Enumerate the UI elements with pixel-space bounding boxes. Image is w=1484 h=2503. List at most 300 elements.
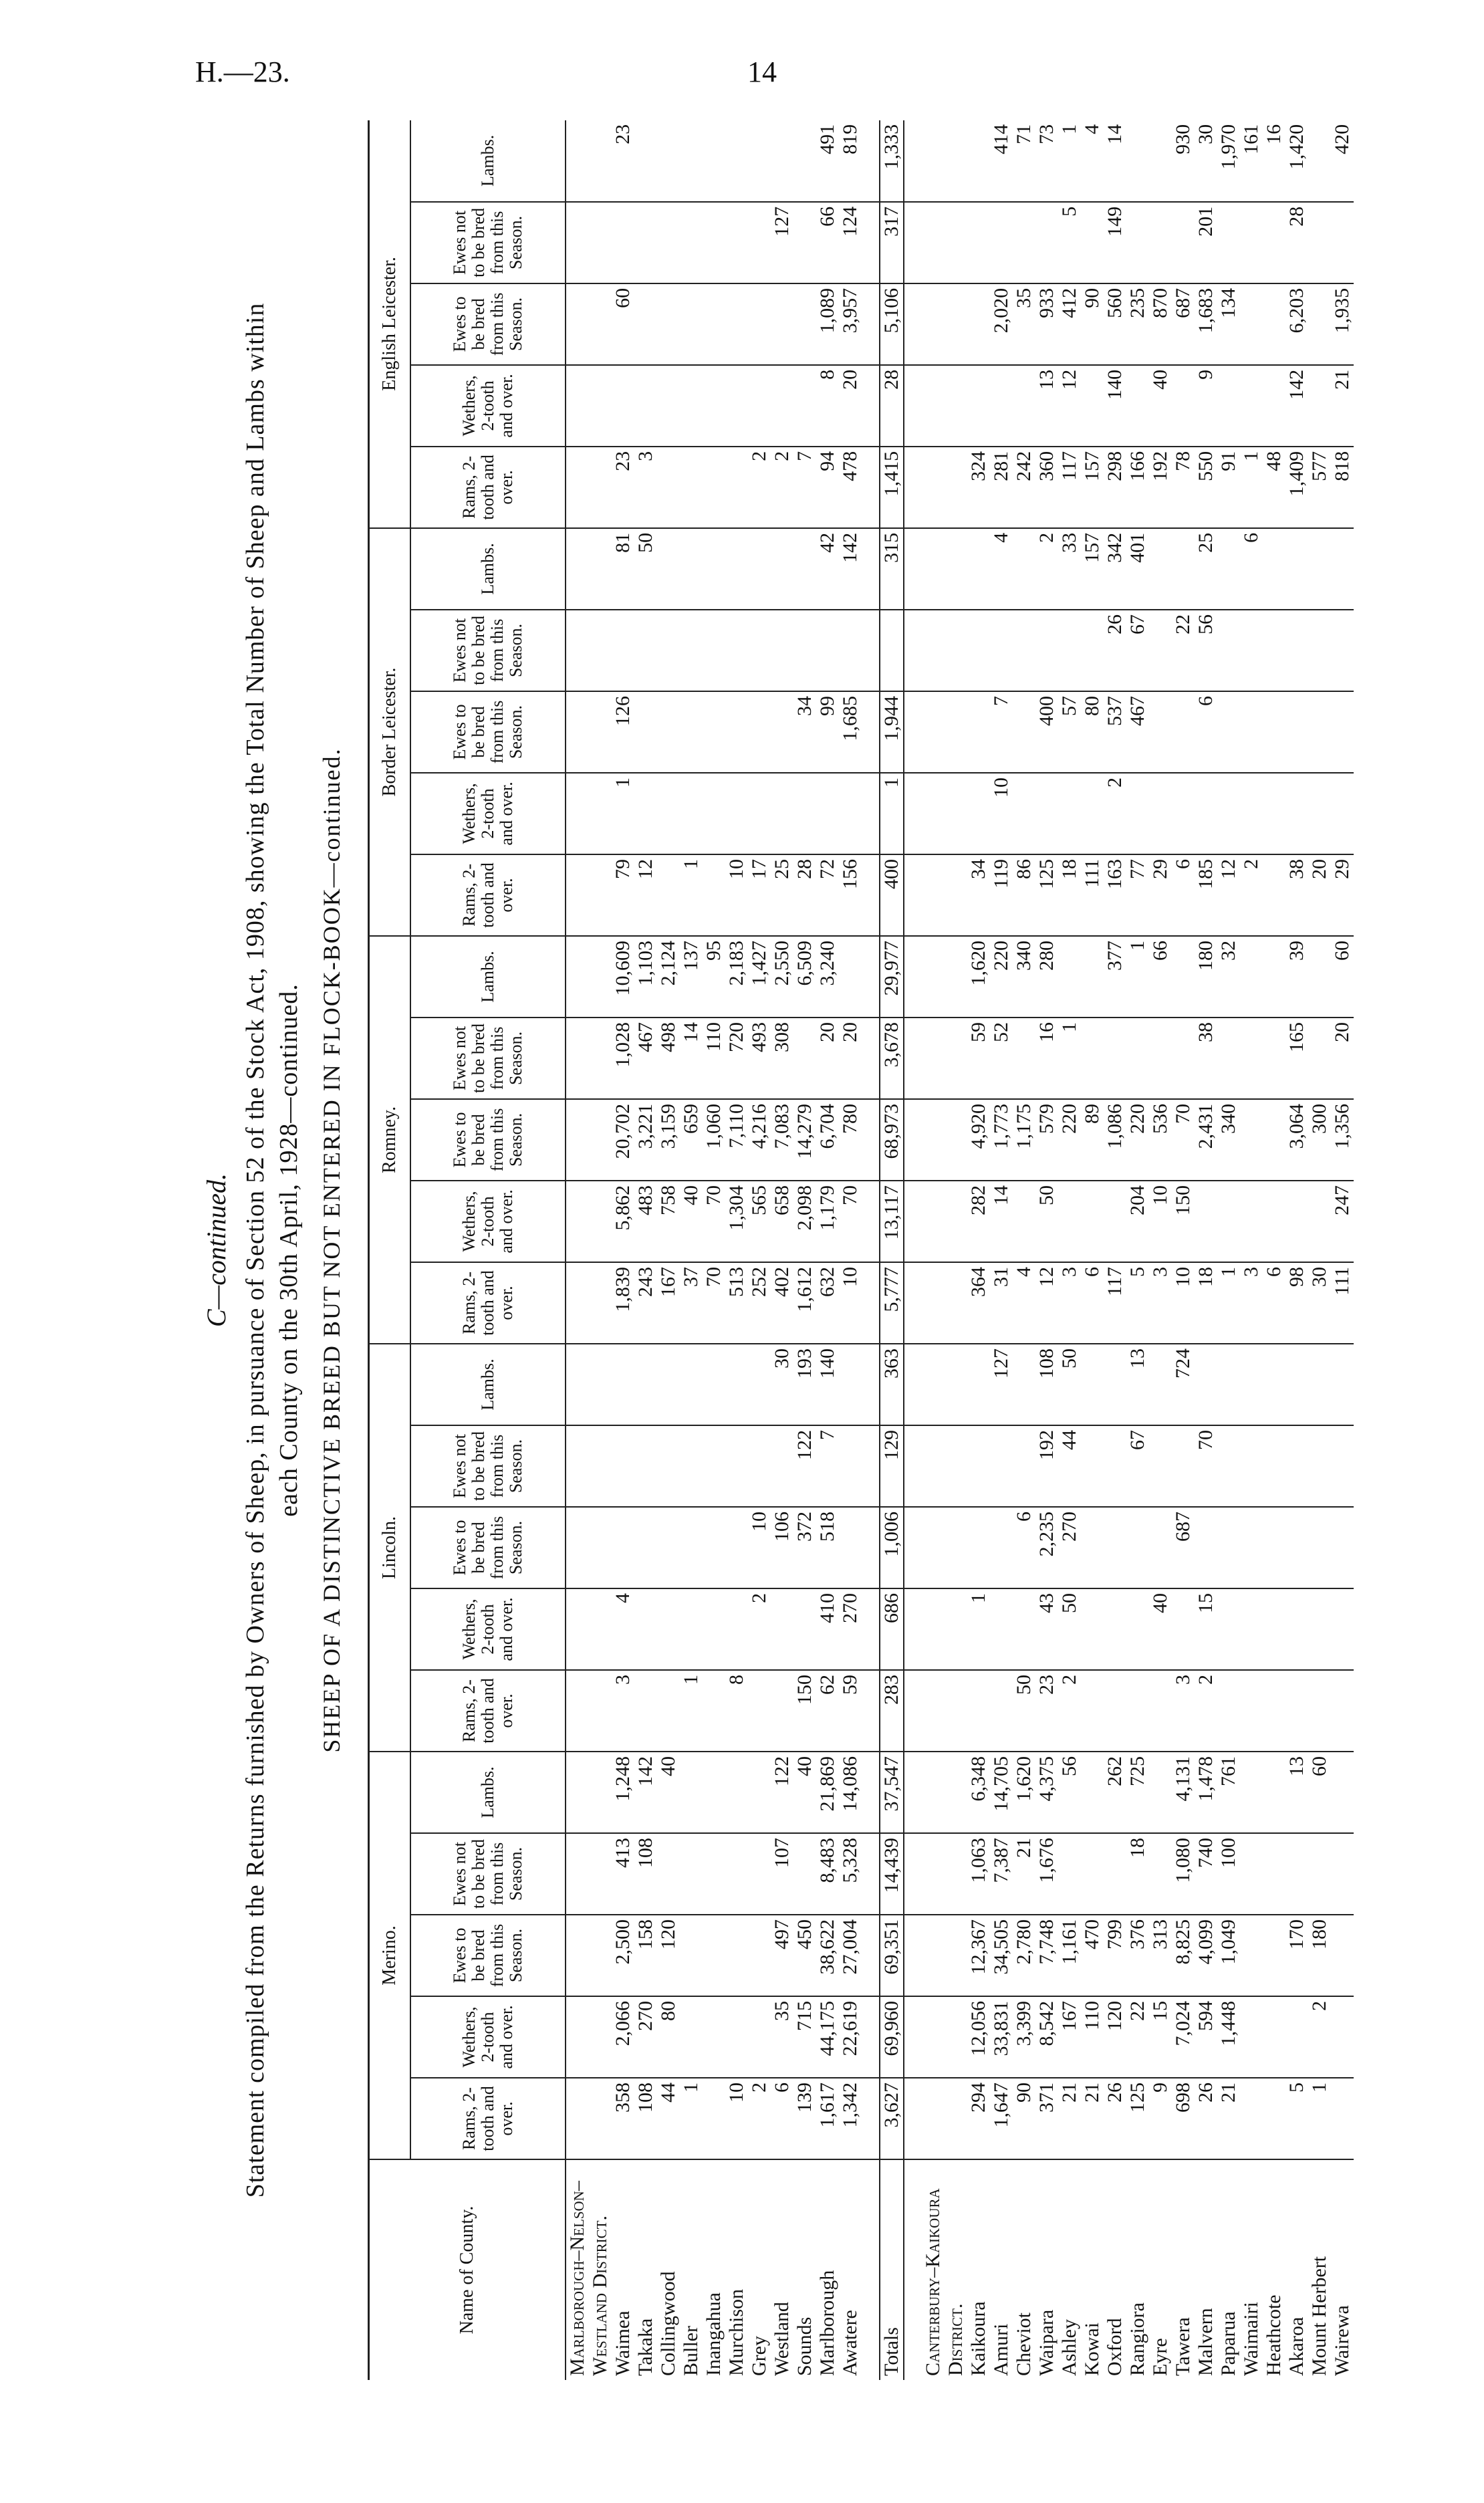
table-cell	[748, 1996, 771, 2078]
table-cell	[904, 447, 922, 528]
table-cell	[566, 773, 589, 854]
table-cell: 10,609	[612, 936, 634, 1018]
table-cell: 4,920	[967, 1099, 990, 1181]
table-cell	[1172, 365, 1195, 447]
table-cell: 1,620	[1013, 1752, 1035, 1833]
table-cell	[990, 1670, 1013, 1752]
table-cell: 70	[1172, 1099, 1195, 1181]
county-name: Buller	[680, 2326, 702, 2376]
table-cell: 14	[990, 1181, 1013, 1262]
table-cell	[793, 283, 816, 365]
table-cell: 70	[839, 1181, 862, 1262]
table-cell	[1104, 1670, 1126, 1752]
table-cell	[703, 773, 725, 854]
table-cell: 120	[1104, 1996, 1126, 2078]
table-cell: 1	[967, 1588, 990, 1670]
table-cell: 201	[1195, 202, 1217, 283]
table-cell: 111	[1331, 1262, 1354, 1344]
table-row	[725, 120, 748, 2380]
table-cell: 12,367	[967, 1915, 990, 1996]
table-cell	[748, 365, 771, 447]
table-cell: 1,063	[967, 1833, 990, 1915]
table-cell: 317	[880, 202, 904, 283]
table-cell	[1263, 1752, 1285, 1833]
table-cell: 414	[990, 120, 1013, 202]
table-cell	[990, 1425, 1013, 1507]
table-cell	[1149, 1752, 1172, 1833]
table-cell	[680, 1588, 703, 1670]
table-cell	[904, 120, 922, 202]
table-cell	[1172, 1425, 1195, 1507]
table-cell	[862, 1262, 880, 1344]
table-cell: 1	[1217, 1262, 1240, 1344]
table-cell	[793, 1018, 816, 1099]
table-cell: 52	[990, 1018, 1013, 1099]
table-cell: 1,970	[1217, 120, 1240, 202]
column-subheader: Rams, 2-tooth and over.	[410, 854, 566, 936]
table-cell: 579	[1035, 1099, 1058, 1181]
table-cell: 2	[1035, 528, 1058, 610]
table-cell	[839, 936, 862, 1018]
table-cell	[1126, 1670, 1149, 1752]
table-cell: 10	[748, 1507, 771, 1588]
table-cell: 20	[839, 1018, 862, 1099]
table-cell	[862, 936, 880, 1018]
table-cell: 1,161	[1058, 1915, 1081, 1996]
table-cell	[589, 1996, 612, 2078]
table-row	[816, 120, 839, 2380]
table-cell	[1081, 1588, 1104, 1670]
table-row	[1149, 120, 1172, 2380]
table-cell	[816, 773, 839, 854]
table-cell	[634, 365, 657, 447]
table-cell: 1,427	[748, 936, 771, 1018]
table-cell: 21	[1058, 2078, 1081, 2159]
table-cell	[1331, 1915, 1354, 1996]
table-cell: 6	[1240, 528, 1263, 610]
table-cell	[1285, 1996, 1308, 2078]
table-cell	[771, 610, 793, 691]
table-cell	[904, 1262, 922, 1344]
county-name: Marlborough–Nelson–	[566, 2181, 588, 2376]
table-row	[1104, 120, 1126, 2380]
table-cell	[945, 773, 967, 854]
table-cell	[589, 773, 612, 854]
table-cell	[589, 1752, 612, 1833]
table-cell	[1263, 773, 1285, 854]
table-cell	[922, 1752, 945, 1833]
table-cell	[566, 1588, 589, 1670]
table-cell	[967, 202, 990, 283]
table-cell	[904, 1915, 922, 1996]
table-cell	[1081, 1425, 1104, 1507]
table-cell: 1,683	[1195, 283, 1217, 365]
table-cell	[634, 120, 657, 202]
table-cell	[1285, 1833, 1308, 1915]
table-cell	[1195, 1344, 1217, 1425]
table-cell: 80	[657, 1996, 680, 2078]
table-cell: 1	[1308, 2078, 1331, 2159]
table-cell	[566, 854, 589, 936]
table-cell	[657, 854, 680, 936]
table-cell	[967, 1670, 990, 1752]
table-cell: 73	[1035, 120, 1058, 202]
table-cell: 2,066	[612, 1996, 634, 2078]
table-cell	[657, 447, 680, 528]
table-cell	[1081, 1344, 1104, 1425]
table-cell: 10	[725, 854, 748, 936]
table-cell	[862, 1099, 880, 1181]
table-cell	[862, 447, 880, 528]
table-cell	[1240, 365, 1263, 447]
table-cell: 5,862	[612, 1181, 634, 1262]
table-cell	[680, 1425, 703, 1507]
county-name: Waimairi	[1240, 2302, 1262, 2376]
table-cell	[589, 1181, 612, 1262]
table-cell	[657, 1670, 680, 1752]
table-cell: 725	[1126, 1752, 1149, 1833]
table-cell: 166	[1126, 447, 1149, 528]
table-cell	[1308, 1018, 1331, 1099]
table-cell: 60	[1308, 1752, 1331, 1833]
table-cell	[1240, 202, 1263, 283]
table-cell	[1126, 202, 1149, 283]
table-cell: 28	[793, 854, 816, 936]
table-cell	[1081, 202, 1104, 283]
table-cell: 4	[612, 1588, 634, 1670]
table-cell	[748, 1425, 771, 1507]
table-cell: 34	[967, 854, 990, 936]
table-cell	[904, 1833, 922, 1915]
table-cell	[634, 610, 657, 691]
table-cell	[703, 365, 725, 447]
table-cell	[1240, 610, 1263, 691]
table-cell	[1308, 1181, 1331, 1262]
table-cell: 10	[839, 1262, 862, 1344]
table-cell	[904, 854, 922, 936]
breed-section-title: SHEEP OF A DISTINCTIVE BREED BUT NOT ENTERED IN FLOCK-BOOK—continued.	[318, 747, 345, 1753]
table-cell: 4	[1081, 120, 1104, 202]
table-cell	[904, 1752, 922, 1833]
table-cell: 1	[680, 1670, 703, 1752]
table-cell	[703, 528, 725, 610]
table-cell: 1,060	[703, 1099, 725, 1181]
table-cell	[862, 1915, 880, 1996]
table-cell: 142	[839, 528, 862, 610]
table-cell: 140	[1104, 365, 1126, 447]
table-cell: 204	[1126, 1181, 1149, 1262]
county-name: Tawera	[1172, 2317, 1194, 2376]
table-cell: 4,131	[1172, 1752, 1195, 1833]
table-cell: 400	[880, 854, 904, 936]
table-cell	[1331, 1344, 1354, 1425]
table-cell: 67	[1126, 610, 1149, 691]
table-cell: 12,056	[967, 1996, 990, 2078]
table-cell	[945, 1425, 967, 1507]
table-cell	[945, 1344, 967, 1425]
table-cell	[566, 1915, 589, 1996]
table-cell	[566, 936, 589, 1018]
table-cell	[967, 773, 990, 854]
table-cell	[967, 691, 990, 773]
table-cell	[793, 1833, 816, 1915]
table-cell	[566, 1833, 589, 1915]
table-cell	[725, 1507, 748, 1588]
table-cell: 5	[1285, 2078, 1308, 2159]
table-cell	[967, 1425, 990, 1507]
table-cell	[967, 283, 990, 365]
table-cell	[945, 1181, 967, 1262]
table-cell	[589, 283, 612, 365]
table-cell	[1285, 1181, 1308, 1262]
table-cell	[1331, 1996, 1354, 2078]
table-cell	[1308, 365, 1331, 447]
table-cell	[1195, 773, 1217, 854]
table-cell: 26	[1104, 610, 1126, 691]
table-cell: 470	[1081, 1915, 1104, 1996]
table-cell: 1,773	[990, 1099, 1013, 1181]
county-name: Murchison	[725, 2289, 747, 2376]
table-cell	[566, 1752, 589, 1833]
table-cell: 3	[1172, 1670, 1195, 1752]
table-cell	[816, 610, 839, 691]
table-row	[771, 120, 793, 2380]
table-cell	[566, 1670, 589, 1752]
table-cell	[922, 528, 945, 610]
table-cell: 1	[612, 773, 634, 854]
table-cell	[1240, 1425, 1263, 1507]
table-cell	[725, 120, 748, 202]
table-cell	[1126, 365, 1149, 447]
county-name: Grey	[748, 2336, 770, 2376]
table-cell	[922, 447, 945, 528]
table-cell: 44	[657, 2078, 680, 2159]
table-cell	[922, 773, 945, 854]
table-cell: 23	[612, 447, 634, 528]
table-cell: 21	[1331, 365, 1354, 447]
table-cell	[1240, 283, 1263, 365]
county-name: Ashley	[1058, 2319, 1080, 2376]
table-cell	[1149, 1507, 1172, 1588]
table-cell: 108	[634, 2078, 657, 2159]
county-name: Takaka	[634, 2318, 656, 2376]
table-cell	[589, 1588, 612, 1670]
table-cell	[1240, 1344, 1263, 1425]
table-row	[967, 120, 990, 2380]
table-cell: 110	[703, 1018, 725, 1099]
table-cell: 220	[990, 936, 1013, 1018]
table-cell: 50	[1058, 1344, 1081, 1425]
table-cell	[1058, 610, 1081, 691]
table-cell	[566, 2078, 589, 2159]
table-cell: 3	[1058, 1262, 1081, 1344]
table-cell	[589, 528, 612, 610]
table-cell	[725, 365, 748, 447]
table-row	[862, 120, 880, 2380]
table-cell: 2,780	[1013, 1915, 1035, 1996]
table-row	[1126, 120, 1149, 2380]
district-heading-row	[566, 120, 589, 2380]
table-cell	[945, 283, 967, 365]
table-cell	[1217, 365, 1240, 447]
table-cell	[657, 120, 680, 202]
table-cell	[1263, 1996, 1285, 2078]
table-cell: 21,869	[816, 1752, 839, 1833]
table-row	[1035, 120, 1058, 2380]
table-cell: 125	[1035, 854, 1058, 936]
table-cell: 13	[1126, 1344, 1149, 1425]
table-cell: 127	[990, 1344, 1013, 1425]
table-cell	[748, 773, 771, 854]
table-cell: 412	[1058, 283, 1081, 365]
table-cell: 3,957	[839, 283, 862, 365]
table-row	[990, 120, 1013, 2380]
table-cell: 100	[1217, 1833, 1240, 1915]
table-cell	[1013, 365, 1035, 447]
table-cell: 483	[634, 1181, 657, 1262]
table-cell: 2	[748, 2078, 771, 2159]
table-cell	[1126, 1588, 1149, 1670]
table-cell: 3,399	[1013, 1996, 1035, 2078]
table-cell: 6,704	[816, 1099, 839, 1181]
table-cell	[862, 1670, 880, 1752]
table-cell	[904, 610, 922, 691]
table-cell	[1104, 1588, 1126, 1670]
table-cell	[1263, 202, 1285, 283]
table-cell: 1,935	[1331, 283, 1354, 365]
county-name: Oxford	[1104, 2318, 1126, 2376]
table-cell: 2	[771, 447, 793, 528]
table-cell: 281	[990, 447, 1013, 528]
table-cell	[1263, 936, 1285, 1018]
table-cell	[945, 691, 967, 773]
table-cell	[862, 1752, 880, 1833]
table-cell	[566, 610, 589, 691]
table-cell	[945, 365, 967, 447]
table-cell	[904, 936, 922, 1018]
column-subheader: Wethers, 2-tooth and over.	[410, 1181, 566, 1262]
table-cell	[589, 365, 612, 447]
county-name: Sounds	[793, 2316, 816, 2376]
table-cell: 149	[1104, 202, 1126, 283]
table-cell: 40	[793, 1752, 816, 1833]
table-cell	[945, 1996, 967, 2078]
table-cell	[1013, 1344, 1035, 1425]
county-name: Waipara	[1035, 2309, 1058, 2376]
table-cell	[945, 610, 967, 691]
table-cell: 2	[1104, 773, 1126, 854]
table-cell: 513	[725, 1262, 748, 1344]
table-cell	[862, 1588, 880, 1670]
table-cell: 60	[612, 283, 634, 365]
table-cell	[657, 1833, 680, 1915]
table-cell	[862, 1344, 880, 1425]
table-cell	[748, 610, 771, 691]
table-cell: 1,356	[1331, 1099, 1354, 1181]
table-cell: 66	[816, 202, 839, 283]
table-cell	[771, 528, 793, 610]
table-cell: 3	[1240, 1262, 1263, 1344]
column-subheader: Wethers, 2-tooth and over.	[410, 773, 566, 854]
table-cell: 117	[1104, 1262, 1126, 1344]
table-cell: 40	[680, 1181, 703, 1262]
table-cell	[725, 1588, 748, 1670]
table-cell	[1263, 2078, 1285, 2159]
column-subheader: Ewes not to be bred from this Season.	[410, 1018, 566, 1099]
table-cell	[1149, 202, 1172, 283]
table-cell	[1263, 1181, 1285, 1262]
table-cell: 2	[1195, 1670, 1217, 1752]
table-cell	[839, 1344, 862, 1425]
table-cell	[725, 283, 748, 365]
table-cell: 90	[1081, 283, 1104, 365]
table-cell: 3	[612, 1670, 634, 1752]
table-cell: 108	[1035, 1344, 1058, 1425]
table-cell	[589, 1833, 612, 1915]
table-cell	[703, 1752, 725, 1833]
table-cell	[1217, 610, 1240, 691]
table-cell	[1331, 1588, 1354, 1670]
table-cell	[589, 854, 612, 936]
breed-header: Border Leicester.	[369, 528, 411, 936]
table-cell: 81	[612, 528, 634, 610]
table-cell: 6	[1013, 1507, 1035, 1588]
table-cell	[748, 1344, 771, 1425]
table-cell: 1,420	[1285, 120, 1308, 202]
table-cell	[725, 691, 748, 773]
table-cell: 2,500	[612, 1915, 634, 1996]
table-cell	[1285, 528, 1308, 610]
table-cell: 1,409	[1285, 447, 1308, 528]
table-cell	[945, 2078, 967, 2159]
table-cell: 1,028	[612, 1018, 634, 1099]
table-cell	[680, 1344, 703, 1425]
table-cell: 16	[1035, 1018, 1058, 1099]
table-cell	[862, 1181, 880, 1262]
table-cell: 3,240	[816, 936, 839, 1018]
table-cell: 270	[634, 1996, 657, 2078]
table-cell: 20	[839, 365, 862, 447]
district-heading-row	[945, 120, 967, 2380]
table-row	[703, 120, 725, 2380]
table-cell: 12	[1217, 854, 1240, 936]
table-cell: 7,083	[771, 1099, 793, 1181]
county-name: Canterbury–Kaikoura	[922, 2188, 944, 2376]
table-cell: 659	[680, 1099, 703, 1181]
table-cell: 315	[880, 528, 904, 610]
table-cell	[1285, 1670, 1308, 1752]
table-cell	[566, 1996, 589, 2078]
table-cell	[967, 120, 990, 202]
table-cell	[703, 447, 725, 528]
table-cell	[703, 283, 725, 365]
table-cell: 142	[1285, 365, 1308, 447]
table-cell	[967, 1344, 990, 1425]
table-cell	[634, 1588, 657, 1670]
table-cell: 107	[771, 1833, 793, 1915]
table-cell: 5	[1126, 1262, 1149, 1344]
table-cell: 21	[1013, 1833, 1035, 1915]
table-cell	[793, 365, 816, 447]
table-cell	[1172, 936, 1195, 1018]
table-cell: 120	[657, 1915, 680, 1996]
table-cell: 780	[839, 1099, 862, 1181]
table-cell	[904, 1507, 922, 1588]
table-cell: 18	[1126, 1833, 1149, 1915]
table-cell: 2,431	[1195, 1099, 1217, 1181]
table-cell: 68,973	[880, 1099, 904, 1181]
table-cell	[748, 1833, 771, 1915]
